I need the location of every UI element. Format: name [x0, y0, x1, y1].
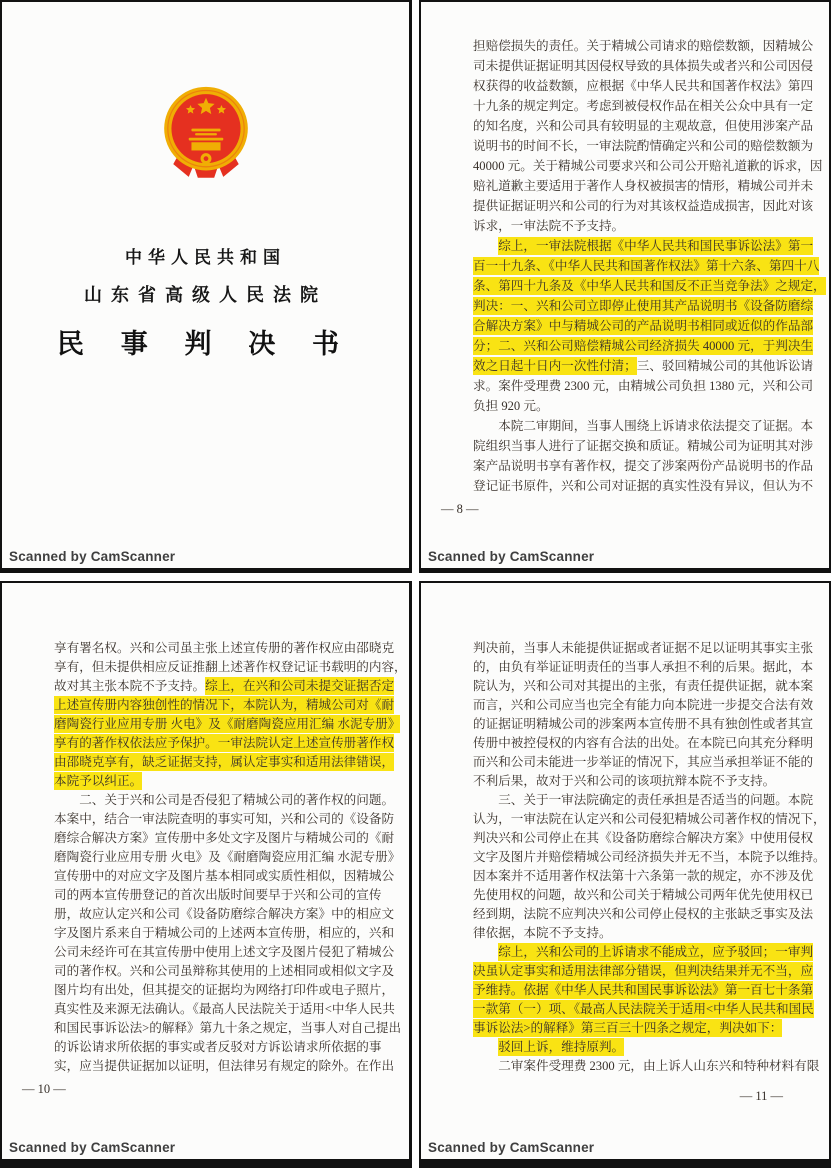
text-segment: 而言，兴和公司应当也完全有能力向本院进一步提交合法有效: [473, 698, 814, 712]
text-line: [473, 791, 814, 810]
text-line: [473, 56, 814, 76]
text-segment: 登记证书原件，兴和公司对证据的真实性没有异议，但认为不: [473, 479, 814, 493]
text-segment: [473, 1040, 498, 1054]
highlighted-text: 磨陶瓷行业应用专册 火电》及《耐磨陶瓷应用汇编 水泥专册》: [54, 717, 401, 731]
text-segment: 提供证据证明兴和公司的行为对其该权益造成损害，因此对该: [473, 199, 814, 213]
text-segment: [473, 945, 498, 959]
text-line: [473, 336, 814, 356]
scan-page-8: [419, 0, 831, 573]
text-segment: 磨综合解决方案》宣传册中多处文字及图片与精城公司的《耐: [54, 831, 395, 845]
text-line: [473, 962, 814, 981]
text-segment: 而兴和公司未能进一步举证的情况下，其应当承担举证不能的: [473, 755, 814, 769]
text-segment: 传册中被控侵权的内容有合法的出处。在本院已向其充分释明: [473, 736, 814, 750]
text-segment: 本案中，结合一审法院查明的事实可知，兴和公司的《设备防: [54, 812, 395, 826]
text-line: [473, 848, 826, 867]
highlighted-text: 享有的著作权依法应予保护。一审法院认定上述宣传册著作权: [54, 736, 395, 750]
cover-title-court: 山东省高级人民法院: [84, 285, 327, 305]
highlighted-text: 予维持。依据《中华人民共和国民事诉讼法》第一百七十条第: [473, 983, 814, 997]
highlighted-text: 分；二、兴和公司赔偿精城公司经济损失 40000 元，于判决生: [473, 339, 814, 353]
text-line: [54, 886, 382, 905]
text-line: [473, 677, 814, 696]
text-segment: 认为，一审法院在认定兴和公司侵犯精城公司著作权的情况下，: [473, 812, 826, 826]
text-line: [473, 753, 814, 772]
text-line: [473, 376, 814, 396]
text-line: [473, 276, 826, 296]
text-segment: 故对其主张本院不予支持。: [54, 679, 206, 693]
highlighted-text: 效之日起十日内一次性付清；: [473, 359, 637, 373]
highlighted-text: 驳回上诉，维持原判。: [498, 1040, 625, 1054]
prc-national-emblem-icon: [160, 85, 252, 185]
text-segment: 律依据，本院不予支持。: [473, 926, 612, 940]
text-segment: 图片均有出处，但其提交的证据均为网络打印件或电子照片，: [54, 983, 395, 997]
text-segment: 司的两本宣传册登记的首次出版时间要早于兴和公司的宣传: [54, 888, 382, 902]
text-segment: 的证据证明精城公司的涉案两本宣传册不具有独创性或者其宣: [473, 717, 814, 731]
text-line: [473, 356, 814, 376]
text-segment: 三、驳回精城公司的其他诉讼请: [636, 359, 814, 373]
text-line: [54, 696, 395, 715]
text-segment: 判决前，当事人未能提供证据或者证据不足以证明其事实主张: [473, 641, 814, 655]
text-line: [54, 1000, 395, 1019]
text-line: [54, 791, 395, 810]
text-segment: 因本案并不适用著作权法第十六条第一款的规定，亦不涉及优: [473, 869, 814, 883]
text-segment: 实，应当提供证据加以证明，但法律另有规定的除外。在作出: [54, 1059, 395, 1073]
camscanner-watermark: Scanned by CamScanner: [428, 549, 595, 564]
highlighted-text: 判决：一、兴和公司立即停止使用其产品说明书《设备防磨综: [473, 299, 814, 313]
text-line: [473, 436, 814, 456]
text-line: [473, 176, 814, 196]
text-line: [473, 36, 814, 56]
highlighted-text: 本院予以纠正。: [54, 774, 143, 788]
page-10-text: [2, 583, 409, 1076]
text-line: [473, 658, 814, 677]
text-line: [473, 829, 814, 848]
text-line: [473, 696, 814, 715]
text-segment: 的，由负有举证证明责任的当事人承担不利的后果。据此，本: [473, 660, 814, 674]
text-line: [54, 810, 395, 829]
highlighted-text: 由邵晓克享有，缺乏证据支持，属认定事实和适用法律错误，: [54, 755, 395, 769]
text-line: [473, 734, 814, 753]
highlighted-text: 综上，在兴和公司未提交证据否定: [205, 679, 395, 693]
text-segment: 本院二审期间，当事人围绕上诉请求依法提交了证据。本: [473, 419, 814, 433]
text-line: [473, 236, 814, 256]
text-segment: 院认为，兴和公司对其提出的主张，有责任提供证据，就本案: [473, 679, 814, 693]
text-line: [473, 456, 814, 476]
highlighted-text: 条、第四十九条及《中华人民共和国反不正当竞争法》之规定，: [473, 279, 826, 293]
text-line: [473, 196, 814, 216]
camscanner-watermark: Scanned by CamScanner: [9, 549, 176, 564]
text-segment: [473, 239, 498, 253]
text-line: [54, 1019, 402, 1038]
text-segment: 的诉讼请求所依据的事实或者反驳对方诉讼请求所依据的事: [54, 1040, 382, 1054]
text-segment: 赔礼道歉主要适用于著作人身权被损害的情形，精城公司并未: [473, 179, 814, 193]
highlighted-text: 百一十九条、《中华人民共和国著作权法》第十六条、第四十八: [473, 259, 820, 273]
text-line: [54, 867, 395, 886]
text-line: [473, 1000, 814, 1019]
text-line: [54, 848, 401, 867]
text-segment: 宣传册中的对应文字及图片基本相同或实质性相似，因精城公: [54, 869, 395, 883]
text-line: [473, 810, 826, 829]
page-number-10: — 10 —: [22, 1082, 66, 1096]
text-segment: 磨陶瓷行业应用专册 火电》及《耐磨陶瓷应用汇编 水泥专册》: [54, 850, 401, 864]
text-line: [473, 136, 814, 156]
text-line: [54, 1057, 395, 1076]
text-line: [473, 316, 814, 336]
text-line: [473, 905, 814, 924]
text-line: [473, 156, 823, 176]
text-segment: 享有，但未提供相应反证推翻上述著作权登记证书载明的内容，: [54, 660, 407, 674]
text-segment: 担赔偿损失的责任。关于精城公司请求的赔偿数额，因精城公: [473, 39, 814, 53]
scan-page-10: [0, 581, 412, 1168]
text-segment: 三、关于一审法院确定的责任承担是否适当的问题。本院: [473, 793, 814, 807]
text-line: [473, 476, 814, 496]
camscanner-watermark: Scanned by CamScanner: [9, 1140, 176, 1155]
text-line: [54, 772, 379, 791]
text-segment: 院组织当事人进行了证据交换和质证。精城公司为证明其对涉: [473, 439, 814, 453]
text-segment: 判决兴和公司停止在其《设备防磨综合解决方案》中使用侵权: [473, 831, 814, 845]
text-line: [473, 886, 814, 905]
text-line: [473, 715, 814, 734]
text-line: [54, 962, 395, 981]
text-line: [54, 734, 395, 753]
text-segment: 求。案件受理费 2300 元，由精城公司负担 1380 元，兴和公司: [473, 379, 814, 393]
highlighted-text: 上述宣传册内容独创性的情况下，本院认为，精城公司对《耐: [54, 698, 395, 712]
text-segment: 二、关于兴和公司是否侵犯了精城公司的著作权的问题。: [54, 793, 395, 807]
text-segment: 经到期，法院不应判决兴和公司停止侵权的主张缺乏事实及法: [473, 907, 814, 921]
text-line: [473, 981, 814, 1000]
page-11-text: [421, 583, 829, 1076]
text-line: [54, 905, 395, 924]
text-line: [54, 715, 401, 734]
cover-title-country: 中华人民共和国: [125, 248, 286, 267]
text-segment: 和国民事诉讼法>的解释》第九十条之规定，当事人对自己提出: [54, 1021, 402, 1035]
text-line: [473, 1019, 799, 1038]
text-segment: 公司未经许可在其宣传册中使用上述文字及图片侵犯了精城公: [54, 945, 395, 959]
text-line: [54, 658, 407, 677]
text-segment: 不利后果，故对于兴和公司的该项抗辩本院不予支持。: [473, 774, 776, 788]
scan-page-cover: [0, 0, 412, 573]
page-number-11: — 11 —: [739, 1089, 783, 1103]
highlighted-text: 事诉讼法>的解释》第三百三十四条之规定，判决如下：: [473, 1021, 783, 1035]
text-line: [54, 639, 395, 658]
text-line: [54, 943, 395, 962]
highlighted-text: 合解决方案》中与精城公司的产品说明书相同或近似的作品部: [473, 319, 814, 333]
highlighted-text: 综上，兴和公司的上诉请求不能成立，应予驳回；一审判: [498, 945, 814, 959]
text-segment: 册，故应认定兴和公司《设备防磨综合解决方案》中的相应文: [54, 907, 395, 921]
text-line: [54, 677, 395, 696]
text-line: [473, 924, 799, 943]
text-line: [54, 981, 395, 1000]
text-line: [473, 76, 814, 96]
page-8-text: [421, 2, 829, 496]
text-line: [473, 296, 814, 316]
text-line: [473, 639, 814, 658]
highlighted-text: 一款第（一）项、《最高人民法院关于适用<中华人民共和国民: [473, 1002, 814, 1016]
highlighted-text: 决虽认定事实和适用法律部分错误，但判决结果并无不当，应: [473, 964, 814, 978]
camscanner-watermark: Scanned by CamScanner: [428, 1140, 595, 1155]
text-line: [473, 216, 799, 236]
text-line: [473, 256, 820, 276]
text-segment: 司未提供证据证明其因侵权导致的具体损失或者兴和公司因侵: [473, 59, 814, 73]
text-line: [473, 116, 814, 136]
text-line: [54, 924, 395, 943]
highlighted-text: 综上，一审法院根据《中华人民共和国民事诉讼法》第一: [498, 239, 814, 253]
text-line: [473, 416, 814, 436]
text-line: [473, 1038, 799, 1057]
text-segment: 真实性及来源无法确认。《最高人民法院关于适用<中华人民共: [54, 1002, 395, 1016]
text-line: [473, 1057, 820, 1076]
text-line: [54, 753, 395, 772]
text-segment: 诉求，一审法院不予支持。: [473, 219, 625, 233]
text-segment: 负担 920 元。: [473, 399, 549, 413]
text-segment: 案产品说明书享有著作权，提交了涉案两份产品说明书的作品: [473, 459, 814, 473]
text-segment: 享有署名权。兴和公司虽主张上述宣传册的著作权应由邵晓克: [54, 641, 395, 655]
cover-title-doctype: 民 事 判 决 书: [57, 329, 354, 359]
text-line: [473, 772, 799, 791]
text-segment: 说明书的时间不长，一审法院酌情确定兴和公司的赔偿数额为: [473, 139, 814, 153]
text-segment: 先使用权的问题，故兴和公司关于精城公司两年优先使用权已: [473, 888, 814, 902]
scan-page-11: [419, 581, 831, 1168]
text-line: [473, 943, 814, 962]
text-line: [473, 396, 799, 416]
text-segment: 二审案件受理费 2300 元，由上诉人山东兴和特种材料有限: [473, 1059, 820, 1073]
text-line: [473, 96, 814, 116]
text-segment: 40000 元。关于精城公司要求兴和公司公开赔礼道歉的诉求，因: [473, 159, 823, 173]
text-line: [473, 867, 814, 886]
text-segment: 权获得的收益数额，应根据《中华人民共和国著作权法》第四: [473, 79, 814, 93]
text-line: [54, 1038, 382, 1057]
text-segment: 文字及图片并赔偿精城公司经济损失并无不当，本院予以维持。: [473, 850, 826, 864]
page-number-8: — 8 —: [441, 502, 479, 516]
text-segment: 字及图片系来自于精城公司的上述两本宣传册，相应的，兴和: [54, 926, 395, 940]
text-segment: 的知名度，兴和公司具有较明显的主观故意，但使用涉案产品: [473, 119, 814, 133]
text-segment: 十九条的规定判定。考虑到被侵权作品在相关公众中具有一定: [473, 99, 814, 113]
text-segment: 司的著作权。兴和公司虽辩称其使用的上述相同或相似文字及: [54, 964, 395, 978]
text-line: [54, 829, 395, 848]
